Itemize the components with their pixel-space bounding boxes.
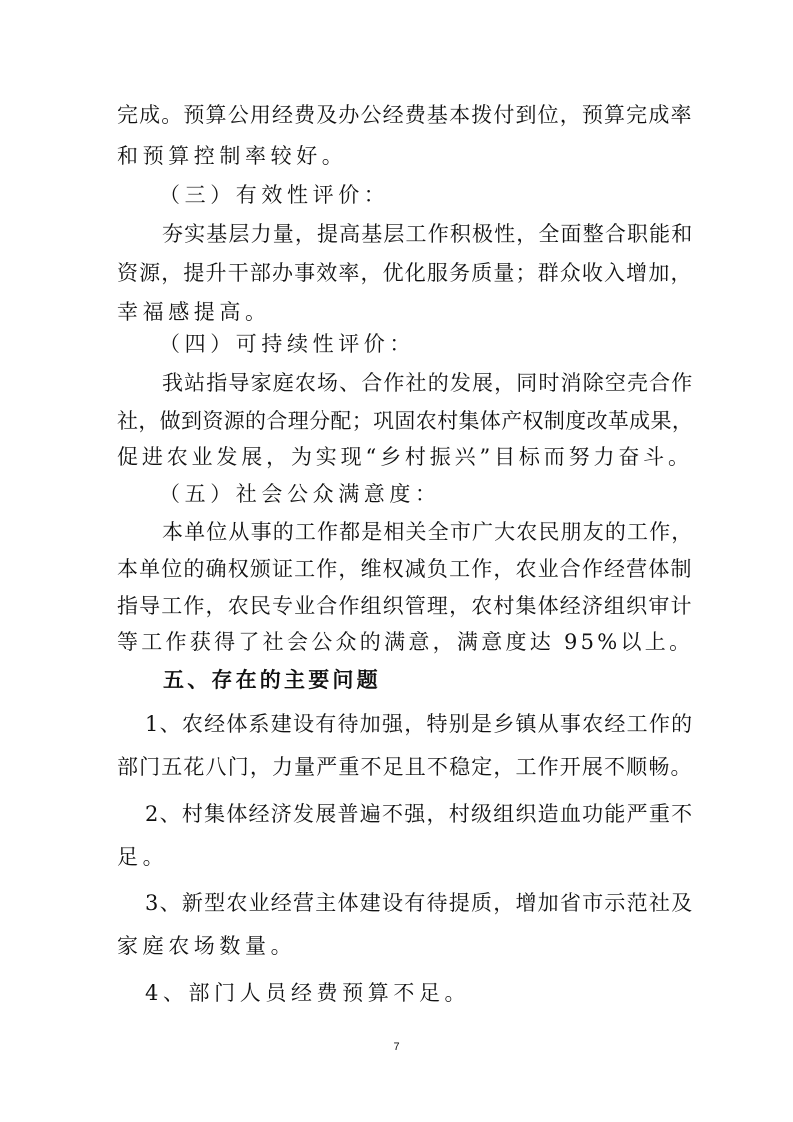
text-line: 家庭农场数量。 bbox=[117, 934, 297, 958]
text-line: 社，做到资源的合理分配；巩固农村集体产权制度改革成果， bbox=[117, 409, 694, 433]
subsection-title: （四）可持续性评价： bbox=[159, 332, 415, 356]
text-line: 部门五花八门，力量严重不足且不稳定，工作开展不顺畅。 bbox=[117, 755, 693, 779]
text-line: 夯实基层力量，提高基层工作积极性，全面整合职能和 bbox=[162, 222, 694, 246]
text-line: 和预算控制率较好。 bbox=[117, 144, 348, 168]
text-line: 等工作获得了社会公众的满意，满意度达 95%以上。 bbox=[117, 630, 694, 654]
page-number: 7 bbox=[393, 1041, 400, 1053]
list-item: 3、新型农业经营主体建设有待提质，增加省市示范社及 bbox=[145, 891, 694, 915]
text-line: 我站指导家庭农场、合作社的发展，同时消除空壳合作 bbox=[162, 371, 694, 395]
list-item: 4、部门人员经费预算不足。 bbox=[145, 981, 471, 1005]
text-line: 足。 bbox=[117, 845, 169, 869]
text-line: 完成。预算公用经费及办公经费基本拨付到位，预算完成率 bbox=[117, 103, 693, 127]
text-line: 本单位的确权颁证工作，维权减负工作，农业合作经营体制 bbox=[117, 557, 693, 581]
list-item: 2、村集体经济发展普遍不强，村级组织造血功能严重不 bbox=[145, 802, 694, 826]
text-line: 促进农业发展，为实现“乡村振兴”目标而努力奋斗。 bbox=[117, 445, 693, 469]
text-line: 指导工作，农民专业合作组织管理，农村集体经济组织审计 bbox=[117, 594, 693, 618]
text-line: 本单位从事的工作都是相关全市广大农民朋友的工作， bbox=[162, 520, 694, 544]
list-item: 1、农经体系建设有待加强，特别是乡镇从事农经工作的 bbox=[145, 712, 694, 736]
text-line: 幸福感提高。 bbox=[117, 300, 271, 324]
text-line: 资源，提升干部办事效率，优化服务质量；群众收入增加， bbox=[117, 261, 693, 285]
subsection-title: （三）有效性评价： bbox=[159, 183, 390, 207]
subsection-title: （五）社会公众满意度： bbox=[159, 482, 441, 506]
section-heading: 五、存在的主要问题 bbox=[163, 668, 381, 692]
